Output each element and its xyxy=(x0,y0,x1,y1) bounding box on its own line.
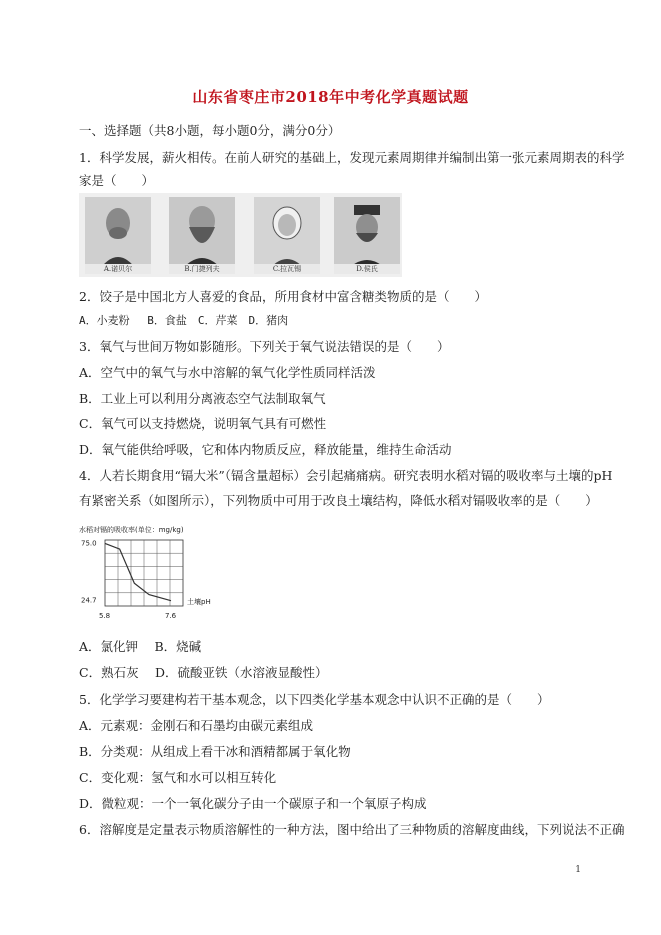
portrait-b-icon xyxy=(169,197,235,273)
chart-x-tick: 7.6 xyxy=(165,612,177,620)
q6-stem-line1: 6．溶解度是定量表示物质溶解性的一种方法，图中给出了三种物质的溶解度曲线，下列说法不正确 xyxy=(79,822,625,837)
q5-option-a: A．元素观：金刚石和石墨均由碳元素组成 xyxy=(79,718,314,733)
q5-stem: 5．化学学习要建构若干基本观念，以下四类化学基本观念中认识不正确的是（ ） xyxy=(79,692,550,707)
q5-option-d: D．微粒观：一个一氧化碳分子由一个碳原子和一个氧原子构成 xyxy=(79,796,427,811)
portrait-b-caption: B.门捷列夫 xyxy=(169,264,235,274)
portrait-c-caption: C.拉瓦锡 xyxy=(254,264,320,274)
portrait-d-icon xyxy=(334,197,400,273)
portrait-c xyxy=(254,197,320,273)
q4-stem-line2: 有紧密关系（如图所示），下列物质中可用于改良土壤结构，降低水稻对镉吸收率的是（ ） xyxy=(79,493,598,508)
chart-x-tick: 5.8 xyxy=(99,612,111,620)
q1-stem-line1: 1．科学发展，薪火相传。在前人研究的基础上，发现元素周期律并编制出第一张元素周期表的科学 xyxy=(79,150,625,165)
chart-y-tick: 24.7 xyxy=(81,596,97,605)
portrait-d-caption: D.侯氏 xyxy=(334,264,400,274)
q5-option-c: C．变化观：氢气和水可以相互转化 xyxy=(79,770,277,785)
exam-title: 山东省枣庄市2018年中考化学真题试题 xyxy=(192,88,469,106)
q4-options-cd: C．熟石灰 D．硫酸亚铁（水溶液显酸性） xyxy=(79,665,328,680)
chart-xlabel: 土壤pH xyxy=(187,598,211,606)
q4-stem-line1: 4．人若长期食用“镉大米”（镉含量超标）会引起痛痛病。研究表明水稻对镉的吸收率与土壤的pH xyxy=(79,468,613,483)
q3-option-b: B．工业上可以利用分离液态空气法制取氧气 xyxy=(79,391,326,406)
q1-stem-line2: 家是（ ） xyxy=(79,173,155,188)
chart-title: 水稻对镉的吸收率(单位：mg/kg) xyxy=(79,526,184,534)
chart-grid xyxy=(105,540,183,606)
page-number: 1 xyxy=(575,865,581,875)
q4-options-ab: A．氯化钾 B．烧碱 xyxy=(79,639,202,654)
portrait-a-icon xyxy=(85,197,151,273)
q3-option-d: D．氧气能供给呼吸，它和体内物质反应，释放能量，维持生命活动 xyxy=(79,442,452,457)
q2-options: A．小麦粉 B．食盐 C．芹菜 D．猪肉 xyxy=(79,314,289,327)
portrait-c-icon xyxy=(254,197,320,273)
chart-series-line xyxy=(105,543,171,600)
q3-option-c: C．氧气可以支持燃烧，说明氧气具有可燃性 xyxy=(79,416,327,431)
q1-portrait-strip xyxy=(79,193,402,277)
q3-stem: 3．氧气与世间万物如影随形。下列关于氧气说法错误的是（ ） xyxy=(79,339,450,354)
q3-option-a: A．空气中的氧气与水中溶解的氧气化学性质同样活泼 xyxy=(79,365,376,380)
portrait-a xyxy=(85,197,151,273)
portrait-b xyxy=(169,197,235,273)
portrait-a-caption: A.诺贝尔 xyxy=(85,264,151,274)
cadmium-ph-chart xyxy=(79,522,229,622)
q5-option-b: B．分类观：从组成上看干冰和酒精都属于氧化物 xyxy=(79,744,351,759)
section-heading: 一、选择题（共8小题，每小题0分，满分0分） xyxy=(79,123,341,138)
portrait-d xyxy=(334,197,400,273)
q2-stem: 2．饺子是中国北方人喜爱的食品，所用食材中富含糖类物质的是（ ） xyxy=(79,289,487,304)
chart-y-tick: 75.0 xyxy=(81,539,97,548)
